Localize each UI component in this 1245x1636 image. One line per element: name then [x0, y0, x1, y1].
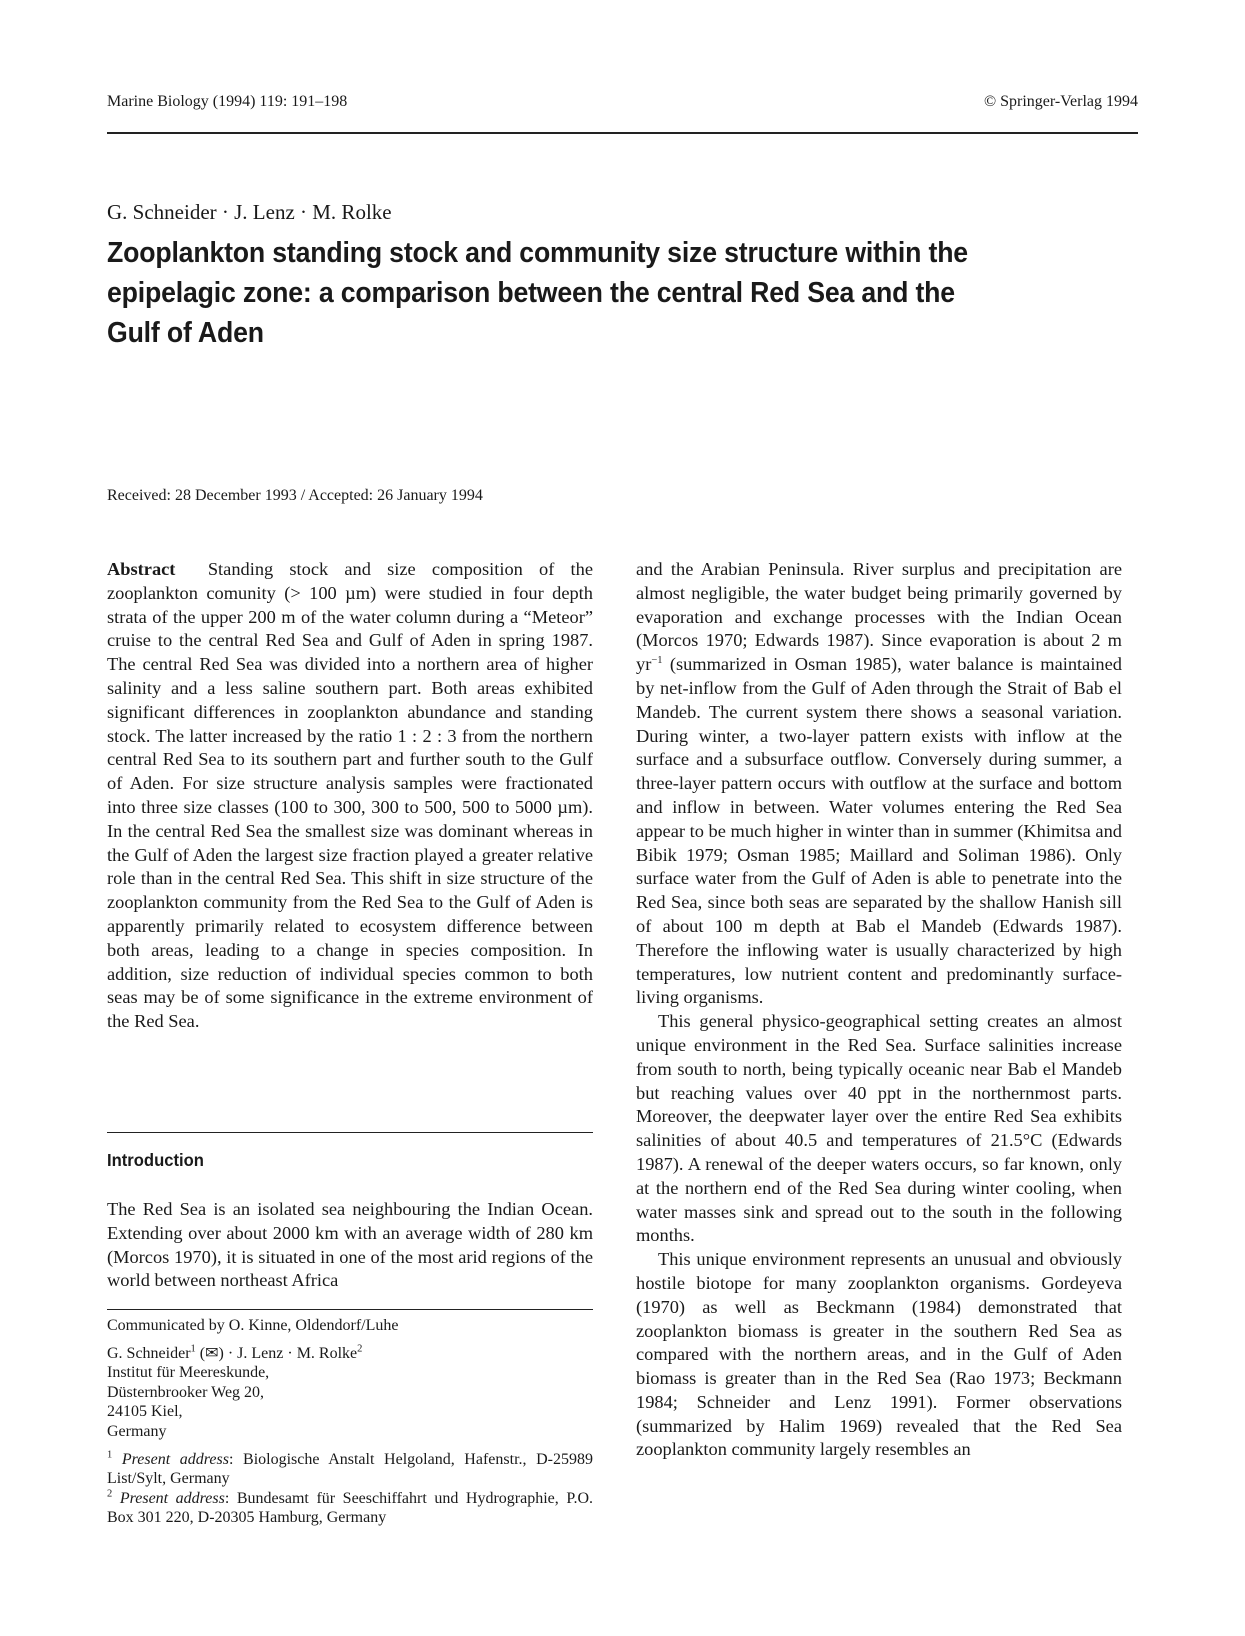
introduction-paragraph-3: This unique environment represents an unusual and obviously hostile biotope for many zooplankton organisms. Gordeyeva (1970) as well as Beckmann (1984) demonstrated that zooplankton biomass is greater in the southern Red Sea as compared with the northern areas, and in the Gulf of Aden biomass is greater than in the Red Sea (Rao 1973; Beckmann 1984; Schneider and Lenz 1991). Former observations (summarized by Halim 1969) revealed that the Red Sea zooplankton community largely resembles an [636, 1249, 1122, 1460]
footnote-rule [107, 1309, 593, 1310]
abstract-text: Standing stock and size composition of the zooplankton comunity (> 100 µm) were studied in four depth strata of the upper 200 m of the water column during a “Meteor” cruise to the central Red Sea and Gulf of Aden in spring 1987. The central Red Sea was divided into a northern area of higher salinity and a less saline southern part. Both areas exhibited significant differences in zooplankton abundance and standing stock. The latter increased by the ratio 1 : 2 : 3 from the northern central Red Sea to its southern part and further south to the Gulf of Aden. For size structure analysis samples were fractionated into three size classes (100 to 300, 300 to 500, 500 to 5000 µm). In the central Red Sea the smallest size was dominant whereas in the Gulf of Aden the largest size fraction played a greater relative role than in the central Red Sea. This shift in size structure of the zooplankton community from the Red Sea to the Gulf of Aden is apparently primarily related to ecosystem difference between both areas, leading to a change in species composition. In addition, size reduction of individual species common to both seas may be of some significance in the extreme environment of the Red Sea. [107, 559, 593, 1032]
introduction-paragraph-2: This general physico-geographical setting creates an almost unique environment in the Red Sea. Surface salinities increase from south to north, being typically oceanic near Bab el Mandeb but reaching values over 40 ppt in the northernmost parts. Moreover, the deepwater layer over the entire Red Sea exhibits salinities of about 40.5 and temperatures of 21.5°C (Edwards 1987). A renewal of the deeper waters occurs, so far known, only at the northern end of the Red Sea during winter cooling, when water masses sink and spread out to the south in the following months. [636, 1011, 1122, 1246]
abstract-paragraph [107, 558, 593, 1034]
introduction-right-column [636, 558, 1122, 1462]
header-rule [107, 132, 1138, 134]
introduction-paragraph-1-start: The Red Sea is an isolated sea neighbouring the Indian Ocean. Extending over about 2000 km with an average width of 280 km (Morcos 1970), it is situated in one of the most arid regions of the world between northeast Africa [107, 1199, 593, 1291]
section-rule [107, 1132, 593, 1133]
article-title: Zooplankton standing stock and community size structure within the epipelagic zone: a comparison between the central Red Sea and the Gulf of Aden [107, 237, 968, 349]
abstract-block [107, 558, 593, 1034]
introduction-heading: Introduction [107, 1150, 204, 1170]
journal-citation: Marine Biology (1994) 119: 191–198 [107, 93, 348, 110]
author-affiliation-line: G. Schneider$^1$ (✉) · J. Lenz · M. Rolke$^2$ [107, 1343, 363, 1362]
institute: Institut für Meereskunde, [107, 1364, 270, 1382]
footnote-2: $^2$ Present address: Bundesamt für Seeschiffahrt und Hydrographie, P.O. Box 301 220, D-20305 Hamburg, Germany [107, 1488, 594, 1527]
footnote-1: $^1$ Present address: Biologische Anstalt Helgoland, Hafenstr., D-25989 List/Sylt, Germany [107, 1449, 594, 1488]
city: 24105 Kiel, [107, 1403, 183, 1421]
received-dates: Received: 28 December 1993 / Accepted: 26 January 1994 [107, 487, 483, 504]
street: Düsternbrooker Weg 20, [107, 1383, 265, 1401]
abstract-label: Abstract [107, 559, 176, 579]
introduction-left-text [107, 1198, 593, 1293]
communicated-by: Communicated by O. Kinne, Oldendorf/Luhe [107, 1317, 399, 1334]
copyright-notice: © Springer-Verlag 1994 [983, 93, 1138, 110]
footnotes [107, 1316, 593, 1528]
country: Germany [107, 1422, 167, 1440]
author-list: G. Schneider · J. Lenz · M. Rolke [107, 200, 392, 224]
introduction-paragraph-1-continued: and the Arabian Peninsula. River surplus and precipitation are almost negligible, the water budget being primarily governed by evaporation and exchange processes with the Indian Ocean (Morcos 1970; Edwards 1987). Since evaporation is about 2 m $yr^{-1}$ (summarized in Osman 1985), water balance is maintained by net-inflow from the Gulf of Aden through the Strait of Bab el Mandeb. The current system there shows a seasonal variation. During winter, a two-layer pattern exists with inflow at the surface and a subsurface outflow. Conversely during summer, a three-layer pattern occurs with outflow at the surface and bottom and inflow in between. Water volumes entering the Red Sea appear to be much higher in winter than in summer (Khimitsa and Bibik 1979; Osman 1985; Maillard and Soliman 1986). Only surface water from the Gulf of Aden is able to penetrate into the Red Sea, since both seas are separated by the shallow Hanish sill of about 100 m depth at Bab el Mandeb (Edwards 1987). Therefore the inflowing water is usually characterized by high temperatures, low nutrient content and predominantly surface-living organisms. [636, 559, 1122, 1008]
mail-icon-text: (✉) · J. Lenz · M. Rolke [195, 1344, 358, 1362]
